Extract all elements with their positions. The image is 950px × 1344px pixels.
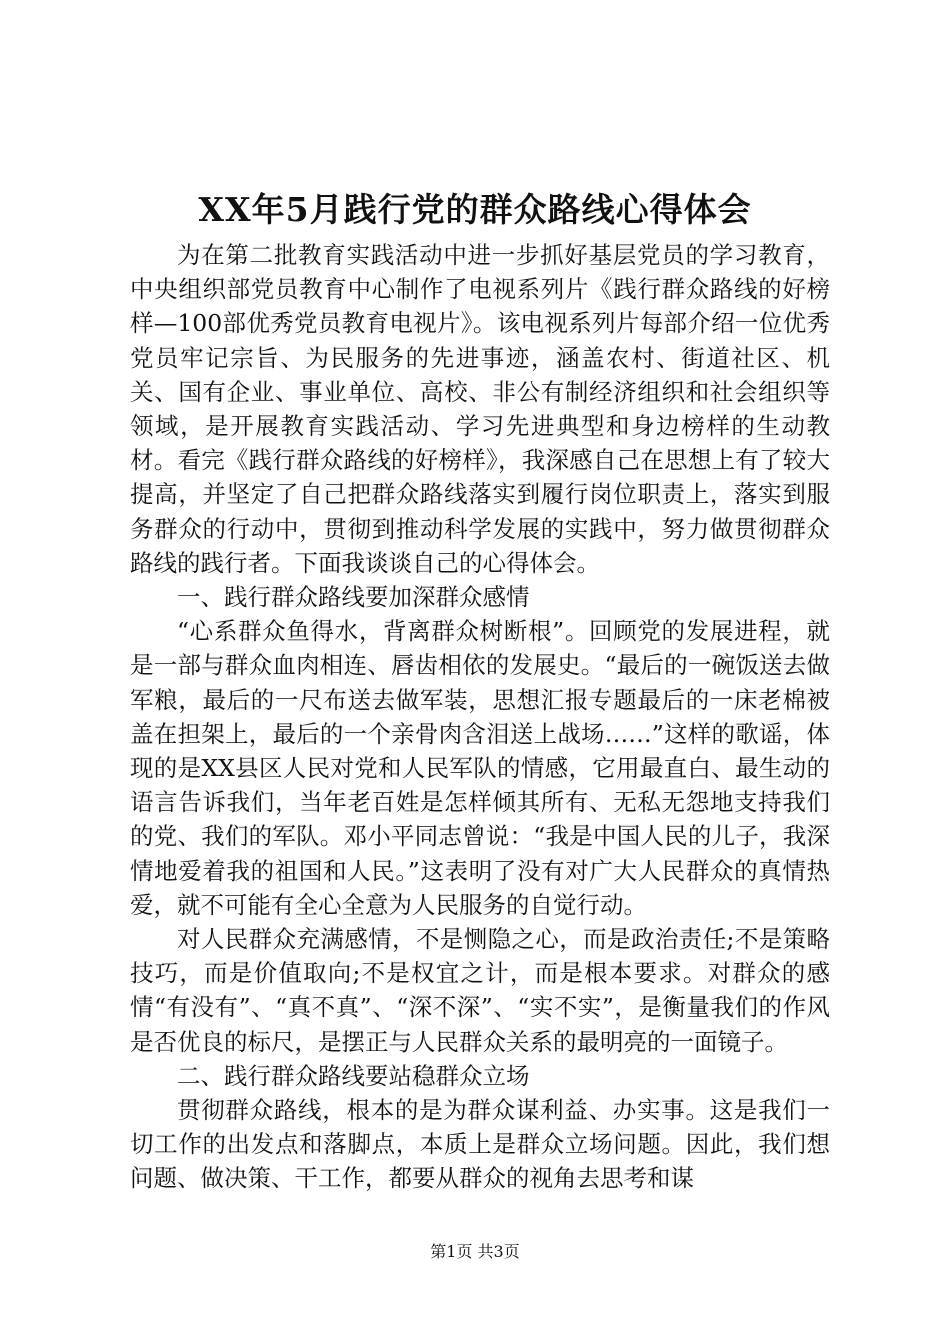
document-body	[130, 238, 830, 1196]
paragraph-section-1-a: “心系群众鱼得水，背离群众树断根”。回顾党的发展进程，就是一部与群众血肉相连、唇齿相依的发展史。“最后的一碗饭送去做军粮，最后的一尺布送去做军装，思想汇报专题最后的一床老棉被盖在担架上，最后的一个亲骨肉含泪送上战场……”这样的歌谣，体现的是XX县区人民对党和人民军队的情感，它用最直白、最生动的语言告诉我们，当年老百姓是怎样倾其所有、无私无怨地支持我们的党、我们的军队。邓小平同志曾说：“我是中国人民的儿子，我深情地爱着我的祖国和人民。”这表明了没有对广大人民群众的真情热爱，就不可能有全心全意为人民服务的自觉行动。	[130, 617, 830, 919]
section-heading-1: 一、践行群众路线要加深群众感情	[177, 583, 530, 612]
section-heading-2: 二、践行群众路线要站稳群众立场	[177, 1061, 530, 1090]
paragraph-intro: 为在第二批教育实践活动中进一步抓好基层党员的学习教育，中央组织部党员教育中心制作了电视系列片《践行群众路线的好榜样—100部优秀党员教育电视片》。该电视系列片每部介绍一位优秀党员牢记宗旨、为民服务的先进事迹，涵盖农村、街道社区、机关、国有企业、事业单位、高校、非公有制经济组织和社会组织等领域，是开展教育实践活动、学习先进典型和身边榜样的生动教材。看完《践行群众路线的好榜样》，我深感自己在思想上有了较大提高，并坚定了自己把群众路线落实到履行岗位职责上，落实到服务群众的行动中，贯彻到推动科学发展的实践中，努力做贯彻群众路线的践行者。下面我谈谈自己的心得体会。	[130, 241, 830, 577]
paragraph-section-1-b: 对人民群众充满感情，不是恻隐之心，而是政治责任;不是策略技巧，而是价值取向;不是权宜之计，而是根本要求。对群众的感情“有没有”、“真不真”、“深不深”、“实不实”，是衡量我们的作风是否优良的标尺，是摆正与人民群众关系的最明亮的一面镜子。	[130, 925, 830, 1056]
page-number-footer: 第1页 共3页	[430, 1242, 520, 1261]
paragraph-section-2-a: 贯彻群众路线，根本的是为群众谋利益、办实事。这是我们一切工作的出发点和落脚点，本质上是群众立场问题。因此，我们想问题、做决策、干工作，都要从群众的视角去思考和谋	[130, 1096, 830, 1193]
document-title: XX年5月践行党的群众路线心得体会	[198, 190, 752, 229]
